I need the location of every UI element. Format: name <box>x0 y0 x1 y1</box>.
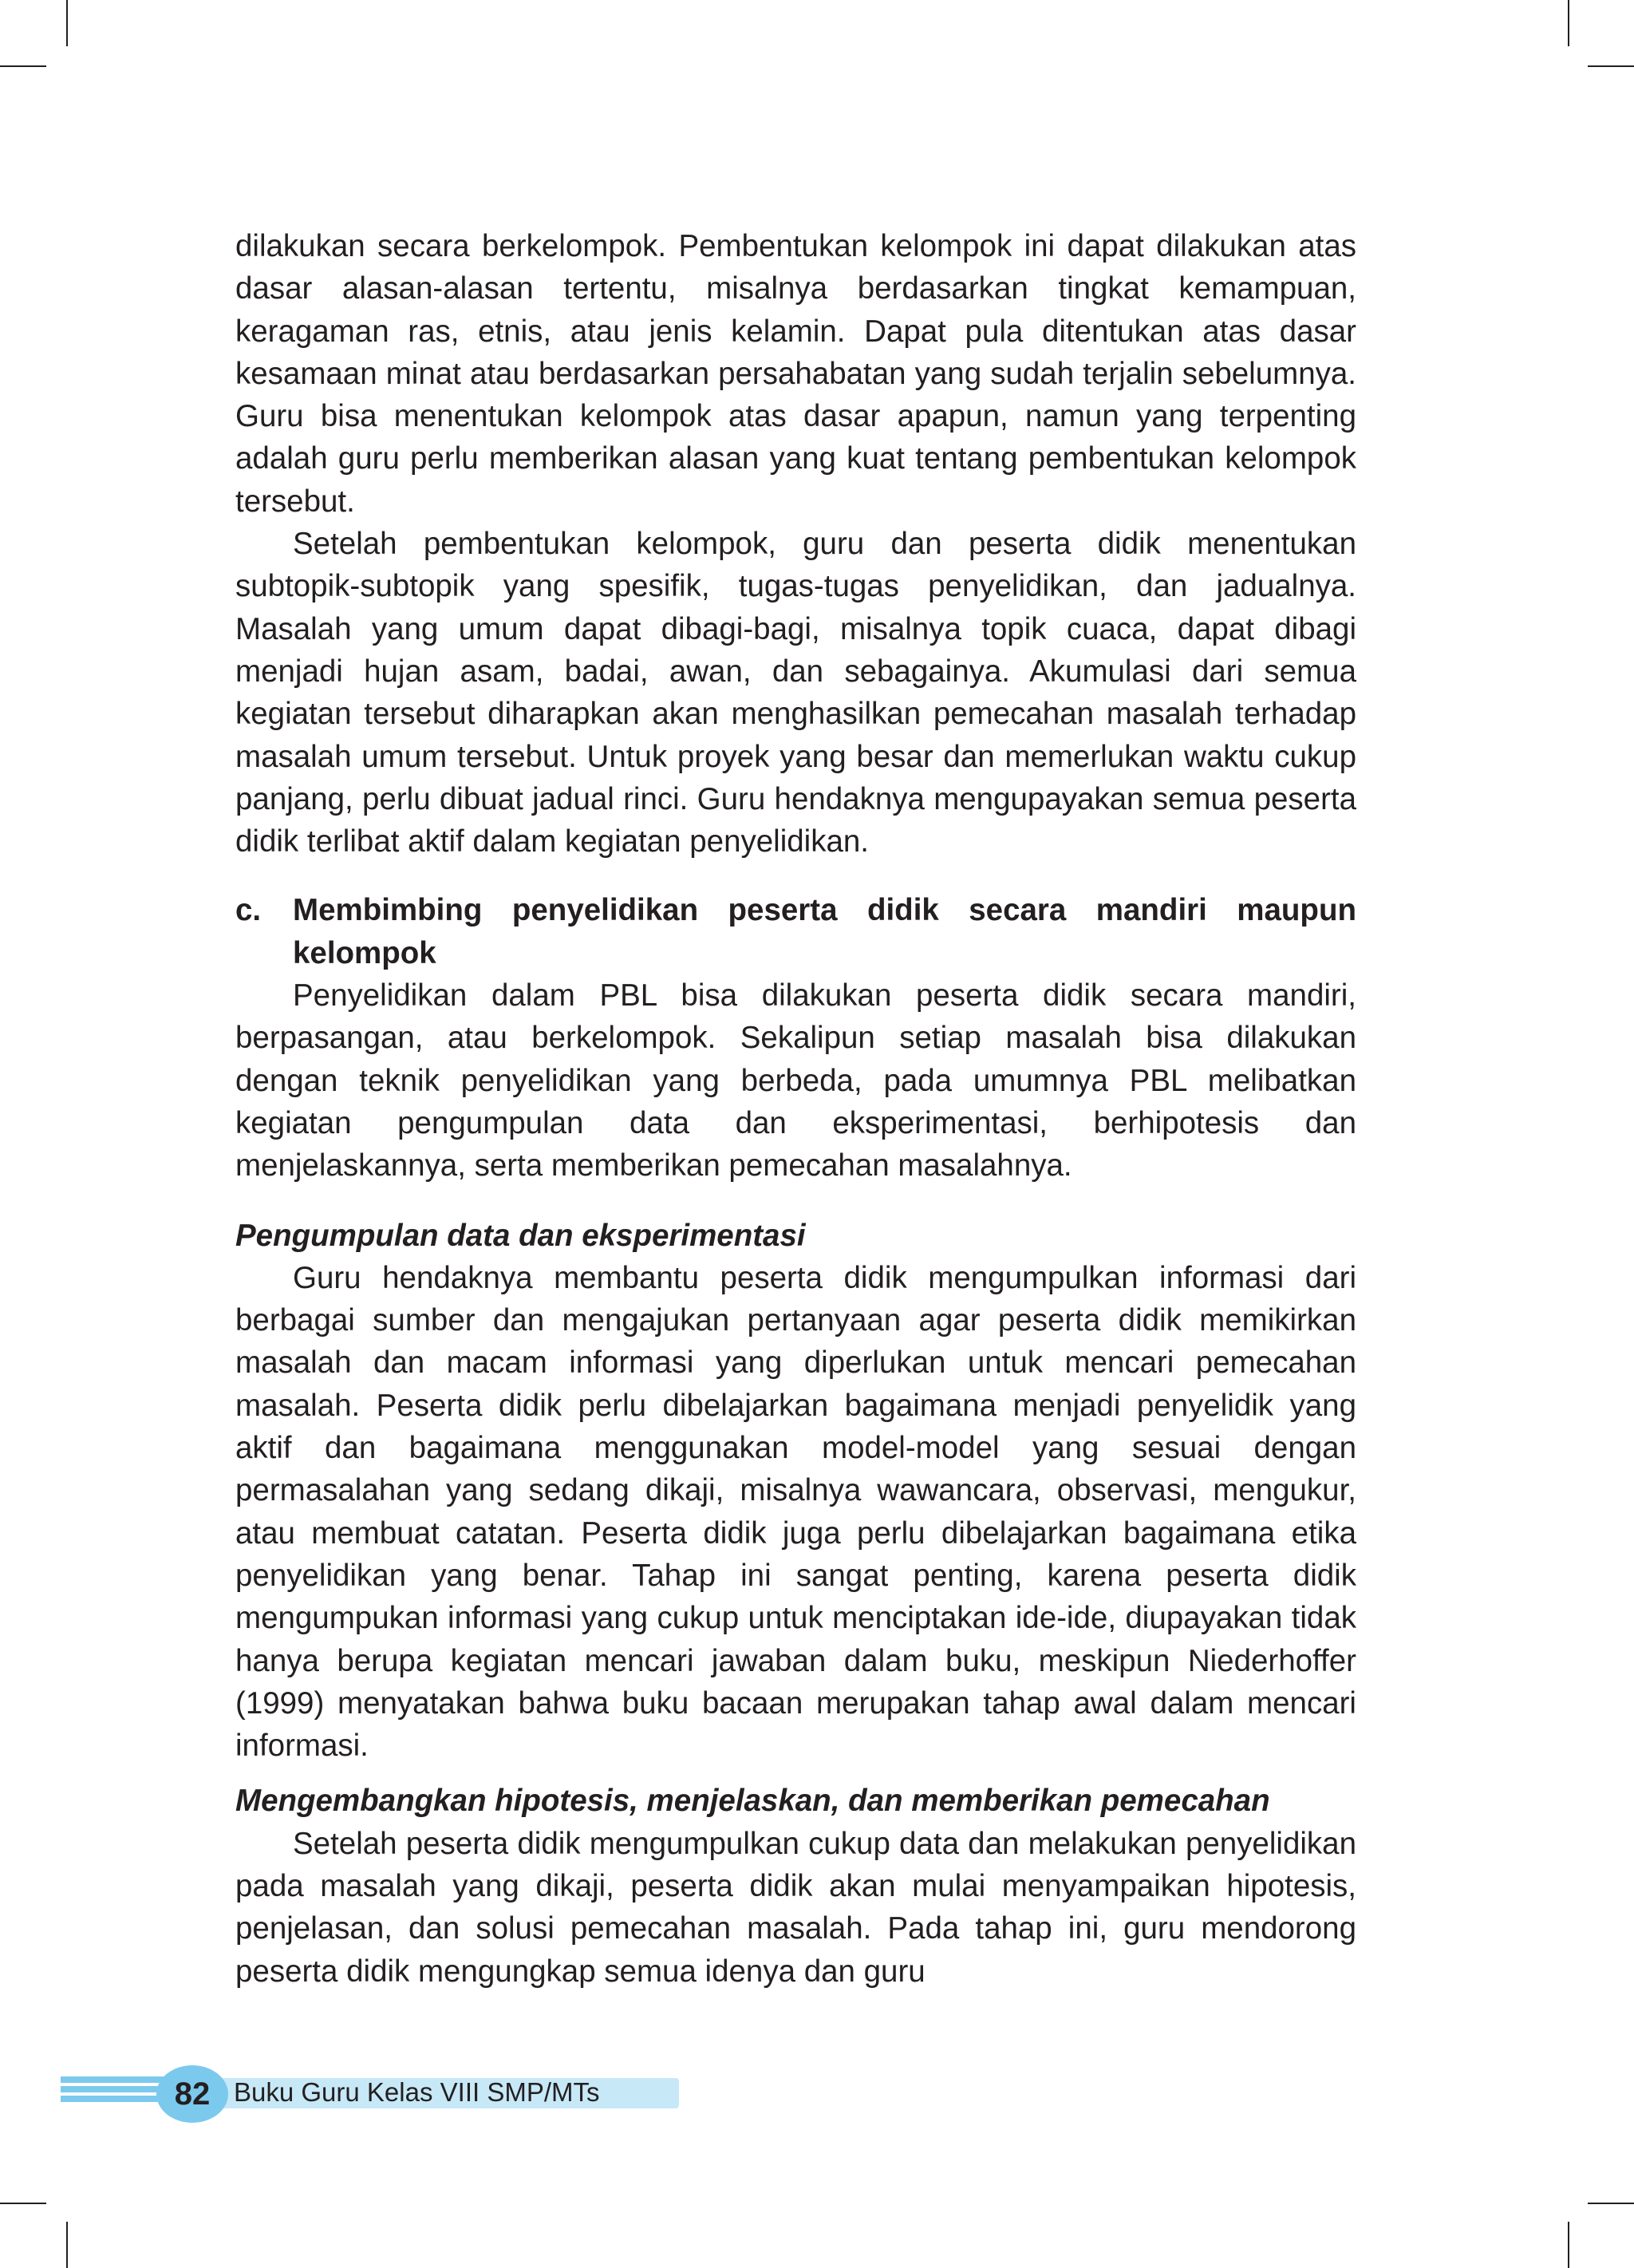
crop-mark-top-right-h <box>1588 65 1634 67</box>
section-c-title: Membimbing penyelidikan peserta didik secara mandiri maupun kelompok <box>293 893 1356 970</box>
paragraph-section-c: Penyelidikan dalam PBL bisa dilakukan peserta didik secara mandiri, berpasangan, atau berkelompok. Sekalipun setiap masalah bisa dilakukan dengan teknik penyelidikan yang berbeda, pada umumnya PBL melibatkan kegiatan pengumpulan data dan eksperimentasi, berhipotesis dan menjelaskannya, serta memberikan pemecahan masalahnya. <box>235 978 1356 1183</box>
paragraph-hypothesis: Setelah peserta didik mengumpulkan cukup data dan melakukan penyelidikan pada masalah yang dikaji, peserta didik akan mulai menyampaikan hipotesis, penjelasan, dan solusi pemecahan masalah. Pada tahap ini, guru mendorong peserta didik mengungkap semua idenya dan guru <box>235 1826 1356 1989</box>
paragraph-grouping: dilakukan secara berkelompok. Pembentukan kelompok ini dapat dilakukan atas dasar alasan-alasan tertentu, misalnya berdasarkan tingkat kemampuan, keragaman ras, etnis, atau jenis kelamin. Dapat pula ditentukan atas dasar kesamaan minat atau berdasarkan persahabatan yang sudah terjalin sebelumnya. Guru bisa menentukan kelompok atas dasar apapun, namun yang terpenting adalah guru perlu memberikan alasan yang kuat tentang pembentukan kelompok tersebut. <box>235 229 1356 519</box>
crop-mark-bottom-right <box>1568 2222 1569 2268</box>
footer-stripe <box>61 2086 172 2092</box>
crop-mark-top-left-h <box>0 65 46 67</box>
subheading-data-collection: Pengumpulan data dan eksperimentasi <box>235 1218 806 1253</box>
crop-mark-bottom-left-h <box>0 2203 46 2204</box>
crop-mark-top-right <box>1568 0 1569 46</box>
subheading-hypothesis: Mengembangkan hipotesis, menjelaskan, dan memberikan pemecahan <box>235 1784 1270 1819</box>
footer-stripe <box>61 2076 172 2083</box>
page-number: 82 <box>174 2076 211 2112</box>
page-body <box>235 225 1356 1993</box>
section-c-heading <box>235 889 1356 974</box>
paragraph-subtopics: Setelah pembentukan kelompok, guru dan peserta didik menentukan subtopik-subtopik yang spesifik, tugas-tugas penyelidikan, dan jadualnya. Masalah yang umum dapat dibagi-bagi, misalnya topik cuaca, dapat dibagi menjadi hujan asam, badai, awan, dan sebagainya. Akumulasi dari semua kegiatan tersebut diharapkan akan menghasilkan pemecahan masalah terhadap masalah umum tersebut. Untuk proyek yang besar dan memerlukan waktu cukup panjang, perlu dibuat jadual rinci. Guru hendaknya mengupayakan semua peserta didik terlibat aktif dalam kegiatan penyelidikan. <box>235 527 1356 859</box>
page-number-badge <box>156 2065 228 2123</box>
footer-stripe <box>61 2096 172 2102</box>
section-c-letter: c. <box>235 893 262 928</box>
crop-mark-bottom-right-h <box>1588 2203 1634 2204</box>
paragraph-data-collection: Guru hendaknya membantu peserta didik mengumpulkan informasi dari berbagai sumber dan mengajukan pertanyaan agar peserta didik memikirkan masalah dan macam informasi yang diperlukan untuk mencari pemecahan masalah. Peserta didik perlu dibelajarkan bagaimana menjadi penyelidik yang aktif dan bagaimana menggunakan model-model yang sesuai dengan permasalahan yang sedang dikaji, misalnya wawancara, observasi, mengukur, atau membuat catatan. Peserta didik juga perlu dibelajarkan bagaimana etika penyelidikan yang benar. Tahap ini sangat penting, karena peserta didik mengumpukan informasi yang cukup untuk menciptakan ide-ide, diupayakan tidak hanya berupa kegiatan mencari jawaban dalam buku, meskipun Niederhoffer (1999) menyatakan bahwa buku bacaan merupakan tahap awal dalam mencari informasi. <box>235 1260 1356 1764</box>
crop-mark-bottom-left <box>66 2222 68 2268</box>
crop-mark-top-left <box>66 0 68 46</box>
footer-book-title: Buku Guru Kelas VIII SMP/MTs <box>234 2077 600 2107</box>
